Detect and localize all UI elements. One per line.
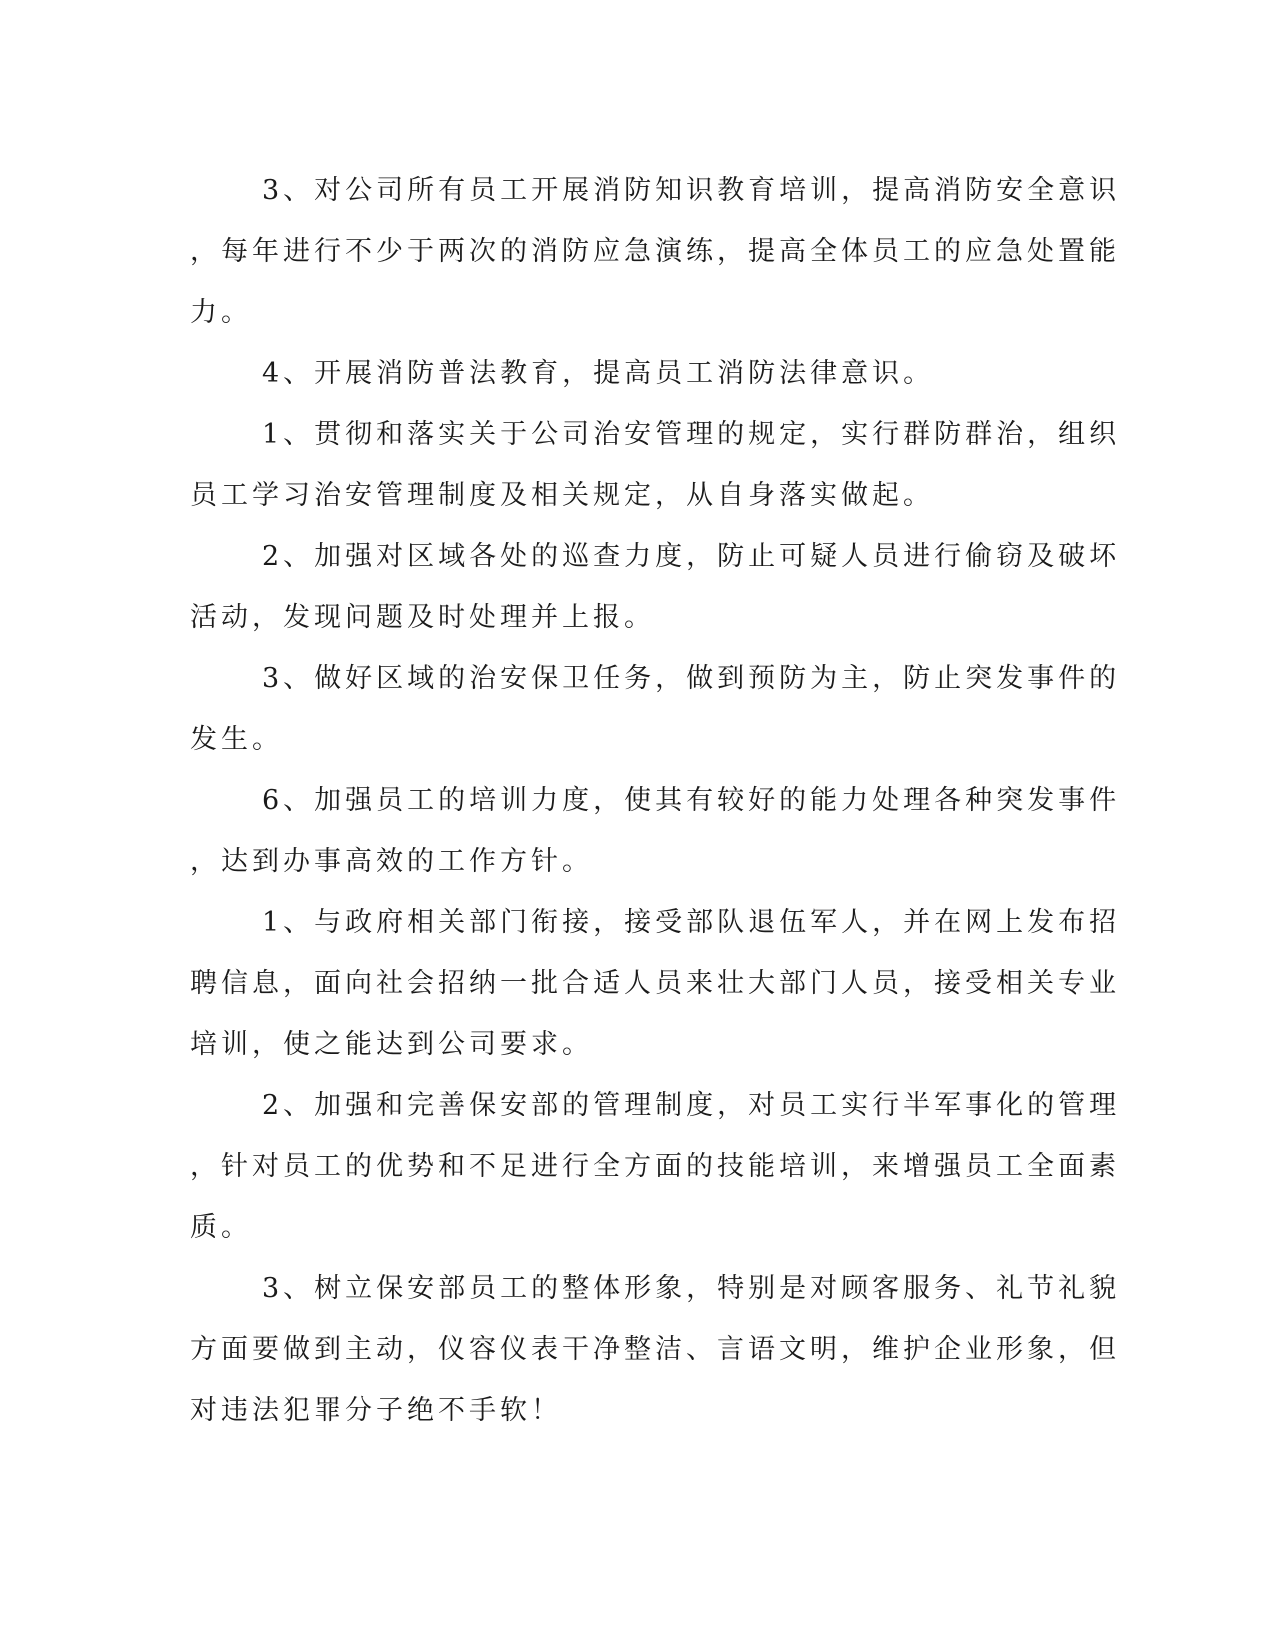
paragraph-first-line: 2、加强和完善保安部的管理制度，对员工实行半军事化的管理 [262, 1090, 1121, 1121]
paragraph-first-line: 1、与政府相关部门衔接，接受部队退伍军人，并在网上发布招 [262, 907, 1121, 938]
paragraph-first-line: 3、对公司所有员工开展消防知识教育培训，提高消防安全意识 [262, 175, 1121, 206]
paragraph-first-line: 3、做好区域的治安保卫任务，做到预防为主，防止突发事件的 [262, 663, 1121, 694]
paragraph-first-line: 4、开展消防普法教育，提高员工消防法律意识。 [262, 358, 935, 389]
paragraph-line: ，针对员工的优势和不足进行全方面的技能培训，来增强员工全面素 [190, 1151, 1120, 1182]
paragraph-first-line: 2、加强对区域各处的巡查力度，防止可疑人员进行偷窃及破坏 [262, 541, 1121, 572]
paragraph-line: ，每年进行不少于两次的消防应急演练，提高全体员工的应急处置能 [190, 236, 1120, 267]
document-body [190, 160, 1121, 1441]
paragraph-first-line: 1、贯彻和落实关于公司治安管理的规定，实行群防群治，组织 [262, 419, 1121, 450]
paragraph-first-line: 3、树立保安部员工的整体形象，特别是对顾客服务、礼节礼貌 [262, 1273, 1121, 1304]
paragraph-line: 发生。 [190, 724, 283, 755]
paragraph-line: 活动，发现问题及时处理并上报。 [190, 602, 655, 633]
paragraph-line: 员工学习治安管理制度及相关规定，从自身落实做起。 [190, 480, 934, 511]
paragraph-line: 方面要做到主动，仪容仪表干净整洁、言语文明，维护企业形象，但 [190, 1334, 1120, 1365]
paragraph-line: 对违法犯罪分子绝不手软！ [190, 1395, 562, 1426]
paragraph-line: 力。 [190, 297, 252, 328]
paragraph-line: 质。 [190, 1212, 252, 1243]
paragraph-line: ，达到办事高效的工作方针。 [190, 846, 593, 877]
paragraph-line: 培训，使之能达到公司要求。 [190, 1029, 593, 1060]
paragraph-line: 聘信息，面向社会招纳一批合适人员来壮大部门人员，接受相关专业 [190, 968, 1120, 999]
paragraph-first-line: 6、加强员工的培训力度，使其有较好的能力处理各种突发事件 [262, 785, 1121, 816]
